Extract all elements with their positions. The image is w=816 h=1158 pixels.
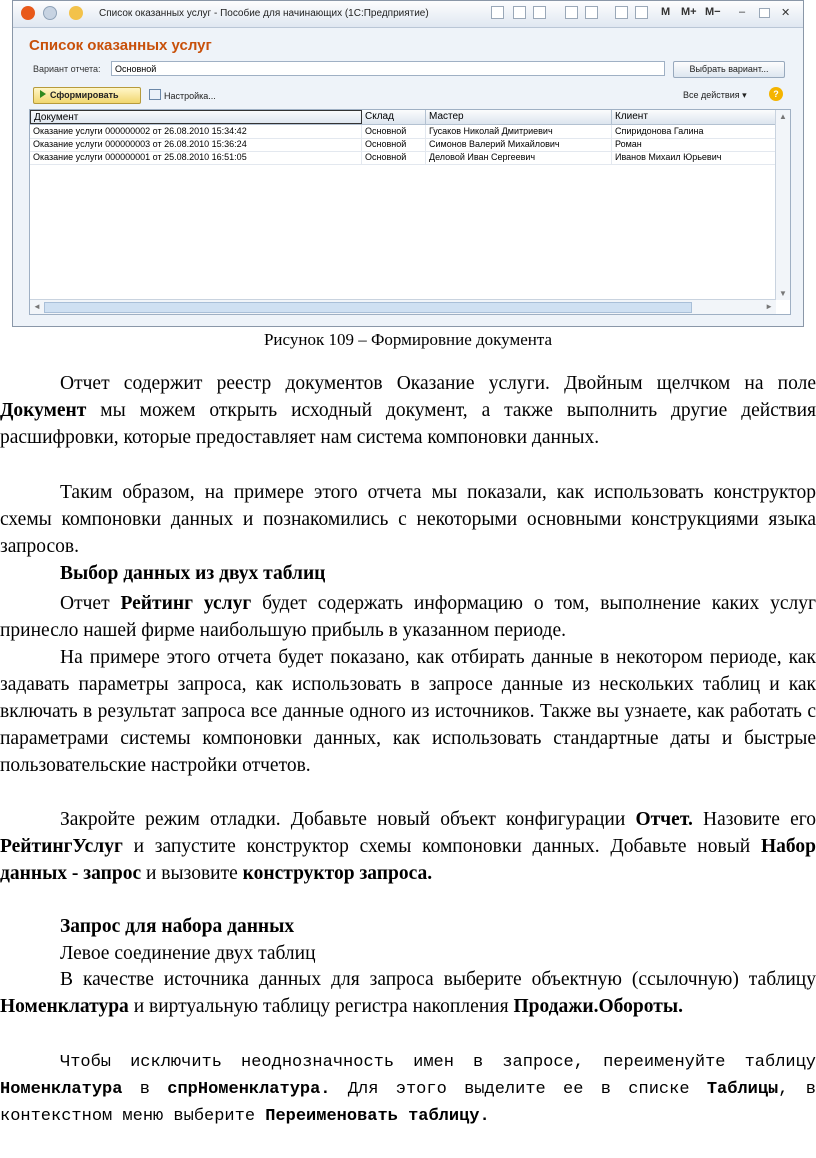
maximize-icon[interactable] [759, 8, 770, 18]
text: мы можем открыть исходный документ, а также выполнить другие действия расшифровки, которые предоставляет нам система компоновки данных. [0, 400, 816, 448]
text: будет содержать информацию о том, выполнение каких услуг принесло нашей фирме наибольшую прибыль в указанном периоде. [0, 593, 816, 641]
generate-button[interactable] [33, 87, 141, 104]
table-row[interactable] [30, 125, 776, 139]
text: Отчет [60, 593, 121, 614]
minimize-icon[interactable]: – [739, 6, 746, 18]
vertical-scrollbar[interactable] [775, 110, 790, 300]
text: , в контекстном меню выберите [0, 1080, 816, 1126]
settings-button-label: Настройка... [164, 91, 216, 101]
figure-caption: Рисунок 109 – Формировние документа [263, 330, 553, 349]
report-table [29, 109, 791, 315]
settings-icon [149, 89, 161, 100]
link-icon[interactable] [585, 6, 598, 19]
bold-text: Номенклатура [0, 996, 129, 1017]
column-header-document[interactable]: Документ [30, 110, 362, 124]
column-header-warehouse[interactable]: Склад [362, 110, 426, 124]
scroll-down-icon[interactable]: ▼ [779, 289, 787, 298]
favorite-star-icon[interactable] [69, 6, 83, 20]
section-heading: Запрос для набора данных [60, 916, 295, 937]
cell-master[interactable]: Симонов Валерий Михайлович [426, 138, 612, 151]
cell-document[interactable]: Оказание услуги 000000001 от 25.08.2010 16:51:05 [30, 151, 362, 164]
app-window [12, 0, 804, 327]
paragraph-report-contents [0, 370, 816, 451]
text: Для этого выделите ее в списке [330, 1080, 707, 1099]
variant-label: Вариант отчета: [33, 64, 101, 74]
scroll-up-icon[interactable]: ▲ [779, 112, 787, 121]
help-icon[interactable]: ? [769, 87, 783, 101]
text: в [122, 1080, 168, 1099]
scroll-right-icon[interactable]: ► [765, 302, 773, 311]
title-bar [13, 1, 803, 28]
text: и виртуальную таблицу регистра накопления [128, 996, 514, 1017]
bold-text: Таблицы [706, 1080, 779, 1099]
paragraph-instructions [0, 806, 816, 887]
bold-text: Номенклатура [0, 1080, 123, 1099]
paragraph-example-description: На примере этого отчета будет показано, как отбирать данные в некотором периоде, как задавать параметры запроса, как использовать в запросе данные из нескольких таблиц и как включать в результат запроса все данные одного из источников. Также вы узнаете, как работать с параметрами системы компоновки данных, как использовать стандартные даты и быстрые пользовательские настройки отчетов. [0, 647, 816, 776]
bold-text: Набор данных - запрос [0, 836, 816, 884]
cell-warehouse[interactable]: Основной [362, 125, 426, 138]
subheading-line: Левое соединение двух таблиц [60, 943, 316, 964]
bold-text: РейтингУслуг [0, 836, 123, 857]
paragraph-data-source [0, 966, 816, 1020]
paragraph-rename-table [0, 1049, 816, 1130]
text: В качестве источника данных для запроса выберите объектную (ссылочную) таблицу [60, 969, 816, 990]
table-header [30, 110, 776, 125]
text: Назовите его [692, 809, 816, 830]
cell-warehouse[interactable]: Основной [362, 138, 426, 151]
cell-document[interactable]: Оказание услуги 000000003 от 26.08.2010 15:36:24 [30, 138, 362, 151]
back-icon[interactable] [43, 6, 57, 20]
cell-client[interactable]: Спиридонова Галина [612, 125, 778, 138]
table-row[interactable] [30, 151, 776, 165]
cell-client[interactable]: Роман [612, 138, 778, 151]
choose-variant-button[interactable]: Выбрать вариант... [673, 61, 785, 78]
window-title: Список оказанных услуг - Пособие для начинающих (1С:Предприятие) [99, 8, 429, 19]
play-icon [40, 90, 46, 98]
app-logo-icon[interactable] [21, 6, 35, 20]
variant-input[interactable]: Основной [111, 61, 665, 76]
text: и запустите конструктор схемы компоновки данных. Добавьте новый [122, 836, 761, 857]
preview-icon[interactable] [533, 6, 546, 19]
section-heading: Выбор данных из двух таблиц [60, 563, 326, 584]
memory-button[interactable]: M [661, 6, 671, 18]
print-icon[interactable] [513, 6, 526, 19]
bold-text: Переименовать таблицу. [265, 1107, 490, 1126]
bold-text: конструктор запроса. [242, 863, 433, 884]
paragraph-summary: Таким образом, на примере этого отчета мы показали, как использовать конструктор схемы компоновки данных и познакомились с некоторыми основными конструкциями языка запросов. [0, 482, 816, 557]
cell-master[interactable]: Деловой Иван Сергеевич [426, 151, 612, 164]
favorites-icon[interactable] [565, 6, 578, 19]
calculator-icon[interactable] [615, 6, 628, 19]
bold-text: Документ [0, 400, 87, 421]
memory-add-button[interactable]: M+ [681, 6, 697, 18]
table-row[interactable] [30, 138, 776, 152]
bold-text: Отчет. [635, 809, 693, 830]
settings-button[interactable] [149, 89, 216, 101]
column-header-master[interactable]: Мастер [426, 110, 612, 124]
horizontal-scrollbar[interactable] [30, 299, 776, 314]
bold-text: Рейтинг услуг [120, 593, 252, 614]
save-icon[interactable] [491, 6, 504, 19]
text: и вызовите [141, 863, 243, 884]
paragraph-rating-report [0, 590, 816, 644]
form-title: Список оказанных услуг [29, 37, 212, 54]
generate-button-label: Сформировать [50, 90, 119, 100]
horizontal-scroll-thumb[interactable] [44, 302, 692, 313]
text: Закройте режим отладки. Добавьте новый объект конфигурации [60, 809, 636, 830]
column-header-client[interactable]: Клиент [612, 110, 778, 124]
bold-text: спрНоменклатура. [167, 1080, 331, 1099]
text: Чтобы исключить неоднозначность имен в запросе, переименуйте таблицу [60, 1053, 816, 1072]
cell-client[interactable]: Иванов Михаил Юрьевич [612, 151, 778, 164]
text: Отчет содержит реестр документов Оказание услуги. Двойным щелчком на поле [60, 373, 816, 394]
cell-document[interactable]: Оказание услуги 000000002 от 26.08.2010 15:34:42 [30, 125, 362, 138]
cell-master[interactable]: Гусаков Николай Дмитриевич [426, 125, 612, 138]
close-icon[interactable]: ✕ [781, 7, 791, 19]
cell-warehouse[interactable]: Основной [362, 151, 426, 164]
calendar-icon[interactable] [635, 6, 648, 19]
scroll-left-icon[interactable]: ◄ [33, 302, 41, 311]
all-actions-menu[interactable]: Все действия ▾ [683, 90, 747, 100]
bold-text: Продажи.Обороты. [513, 996, 683, 1017]
memory-subtract-button[interactable]: M− [705, 6, 721, 18]
